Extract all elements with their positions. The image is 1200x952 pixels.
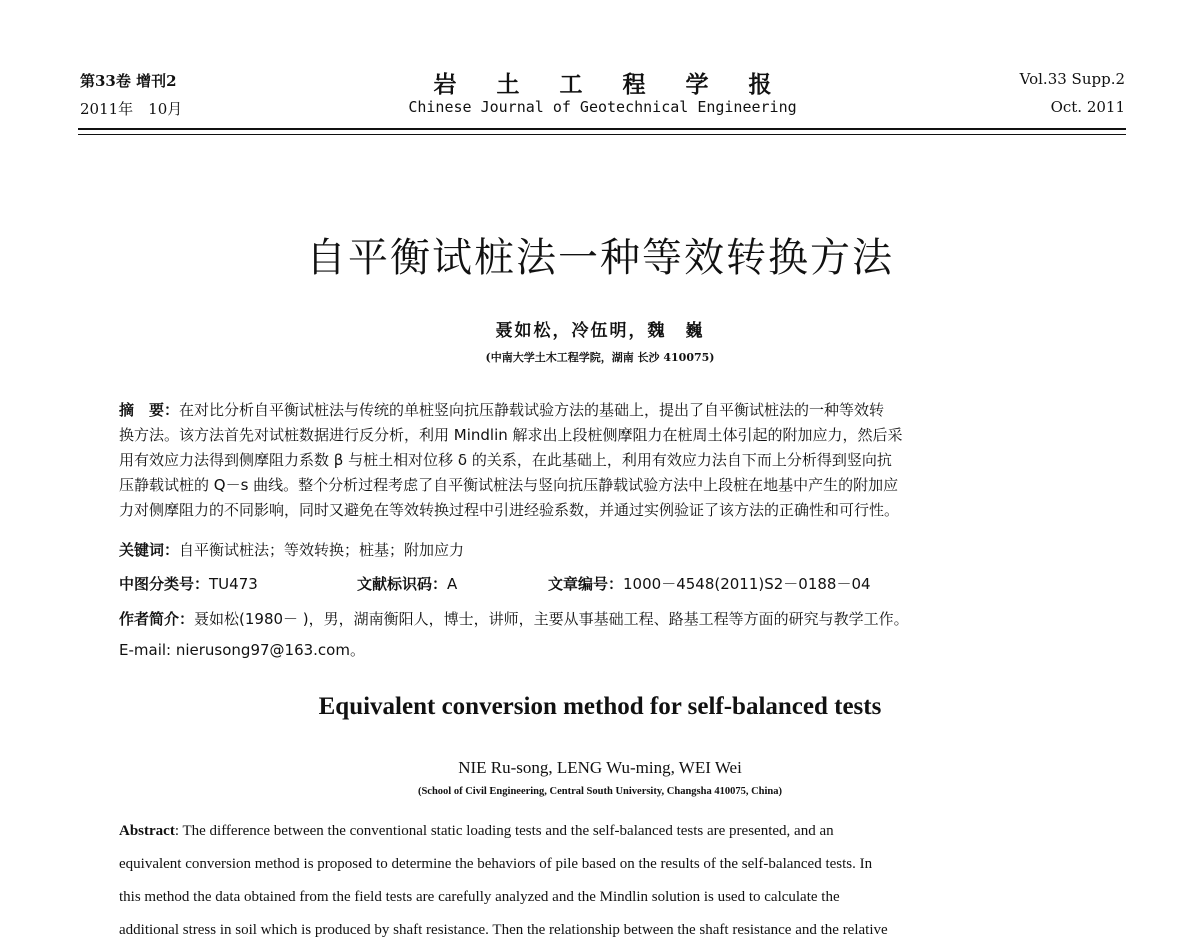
keywords-zh-text: 自平衡试桩法；等效转换；桩基；附加应力: [179, 541, 465, 559]
abstract-en-line: this method the data obtained from the field tests are carefully analyzed and the Mindlin solution is used to calculate the: [119, 889, 840, 905]
affiliation-zh: (中南大学土木工程学院，湖南 长沙 410075): [485, 351, 715, 364]
author-bio-text: 聂如松(1980－ )，男，湖南衡阳人，博士，讲师，主要从事基础工程、路基工程等方面的研究与教学工作。: [194, 610, 909, 628]
abstract-zh-label: 摘 要：: [119, 401, 180, 419]
journal-name-zh: 岩土工程学报: [433, 71, 812, 98]
author-bio-label: 作者简介：: [119, 610, 195, 628]
authors-zh: 聂如松，冷伍明，魏 巍: [495, 321, 705, 341]
clc-label: 中图分类号：: [119, 575, 210, 593]
abstract-en-line: equivalent conversion method is proposed to determine the behaviors of pile based on the results of the self-balanced tests. In: [119, 856, 873, 872]
abstract-zh-line: 换方法。该方法首先对试桩数据进行反分析，利用 Mindlin 解求出上段桩侧摩阻力在桩周土体引起的附加应力，然后采: [119, 426, 903, 444]
header-rule-thick: [78, 128, 1126, 130]
author-email: E-mail: nierusong97@163.com。: [119, 641, 365, 659]
document-code-label: 文献标识码：: [357, 575, 448, 593]
journal-name-en: Chinese Journal of Geotechnical Engineering: [408, 98, 797, 116]
document-code: [357, 573, 457, 594]
article-id-value: 1000－4548(2011)S2－0188－04: [623, 575, 871, 593]
keywords-zh-label: 关键词：: [119, 541, 180, 559]
abstract-zh-line: 压静载试桩的 Q－s 曲线。整个分析过程考虑了自平衡试桩法与竖向抗压静载试验方法中上段桩在地基中产生的附加应: [119, 476, 899, 494]
journal-header: [80, 70, 1125, 120]
paper-title-en: Equivalent conversion method for self-balanced tests: [318, 693, 882, 720]
article-id-label: 文章编号：: [548, 575, 624, 593]
issue-date-en: Oct. 2011: [1050, 98, 1125, 116]
classification-row: [119, 573, 1019, 595]
volume-issue: 第33卷 增刊2: [80, 72, 177, 90]
keywords-zh: [119, 539, 464, 560]
volume-supplement-en: Vol.33 Supp.2: [1019, 70, 1125, 88]
abstract-zh-line: 用有效应力法得到侧摩阻力系数 β 与桩土相对位移 δ 的关系，在此基础上，利用有效应力法自下而上分析得到竖向抗: [119, 451, 892, 469]
author-bio: [119, 604, 1089, 666]
clc-number: [119, 573, 258, 594]
authors-en: NIE Ru-song, LENG Wu-ming, WEI Wei: [458, 758, 742, 777]
clc-value: TU473: [209, 575, 258, 593]
abstract-en-line: : The difference between the conventional static loading tests and the self-balanced tests are presented, and an: [174, 823, 834, 839]
issue-date-zh: 2011年 10月: [80, 100, 183, 118]
abstract-en-line: additional stress in soil which is produced by shaft resistance. Then the relationship between the shaft resistance and the relative: [119, 922, 888, 938]
document-code-value: A: [447, 575, 458, 593]
article-id: [548, 573, 871, 594]
paper-title-zh: 自平衡试桩法一种等效转换方法: [306, 235, 894, 281]
abstract-zh-line: 在对比分析自平衡试桩法与传统的单桩竖向抗压静载试验方法的基础上，提出了自平衡试桩法的一种等效转: [179, 401, 885, 419]
abstract-zh-line: 力对侧摩阻力的不同影响，同时又避免在等效转换过程中引进经验系数，并通过实例验证了该方法的正确性和可行性。: [119, 501, 900, 519]
header-rule-thin: [78, 134, 1126, 135]
affiliation-en: (School of Civil Engineering, Central South University, Changsha 410075, China): [417, 786, 783, 797]
abstract-en: [119, 815, 1085, 947]
abstract-zh: [119, 398, 1083, 523]
abstract-en-label: Abstract: [119, 823, 175, 839]
